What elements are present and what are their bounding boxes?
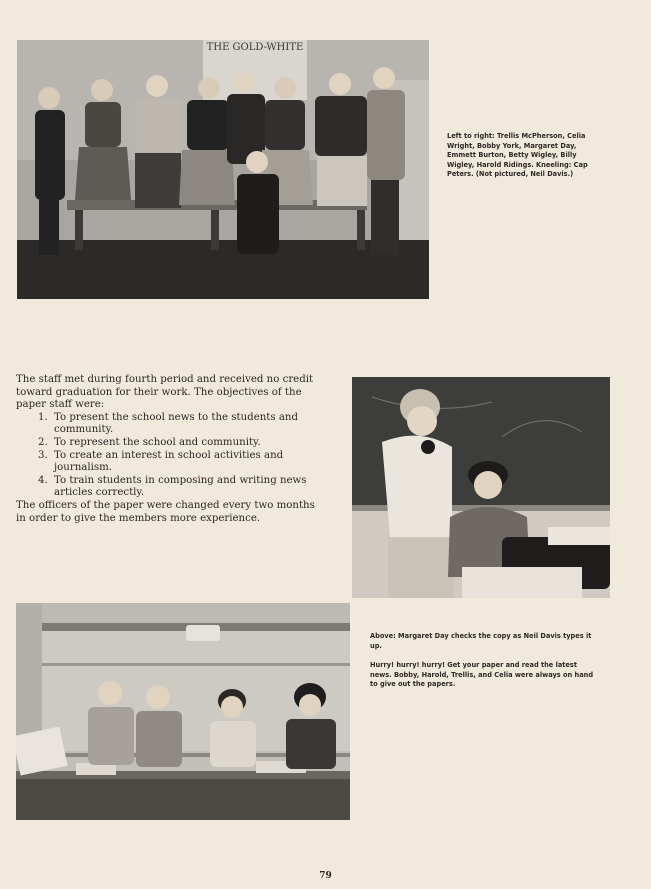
group-photo-caption: Left to right: Trellis McPherson, Celia Wright, Bobby York, Margaret Day, Emmett Burton, Betty Wigley, Billy Wigley, Harold Ridings. Kneeling: Cap Peters. (Not pictured, Neil Davis.) <box>447 132 588 179</box>
list-item: 3. To create an interest in school activities and journalism. <box>38 449 284 474</box>
list-item: 2. To represent the school and community. <box>38 436 261 448</box>
staff-group-photo <box>17 40 429 299</box>
list-item: 1. To present the school news to the students and community. <box>38 411 299 436</box>
above-caption: Above: Margaret Day checks the copy as Neil Davis types it up. <box>370 632 592 650</box>
hurry-caption: Hurry! hurry! hurry! Get your paper and read the latest news. Bobby, Harold, Trellis, and Celia were always on hand to give out the papers. <box>370 661 594 689</box>
page-number: 79 <box>319 871 332 881</box>
article-body <box>16 374 321 525</box>
objectives-list <box>16 412 321 500</box>
list-item: 4. To train students in composing and writing news articles correctly. <box>38 474 307 499</box>
typing-photo <box>352 377 610 598</box>
distribution-photo <box>16 603 350 820</box>
article-intro: The staff met during fourth period and received no credit toward graduation for their work. The objectives of the paper staff were: <box>16 374 314 411</box>
banner-text: THE GOLD-WHITE <box>206 42 304 53</box>
article-closing: The officers of the paper were changed every two months in order to give the members more experience. <box>16 499 315 524</box>
